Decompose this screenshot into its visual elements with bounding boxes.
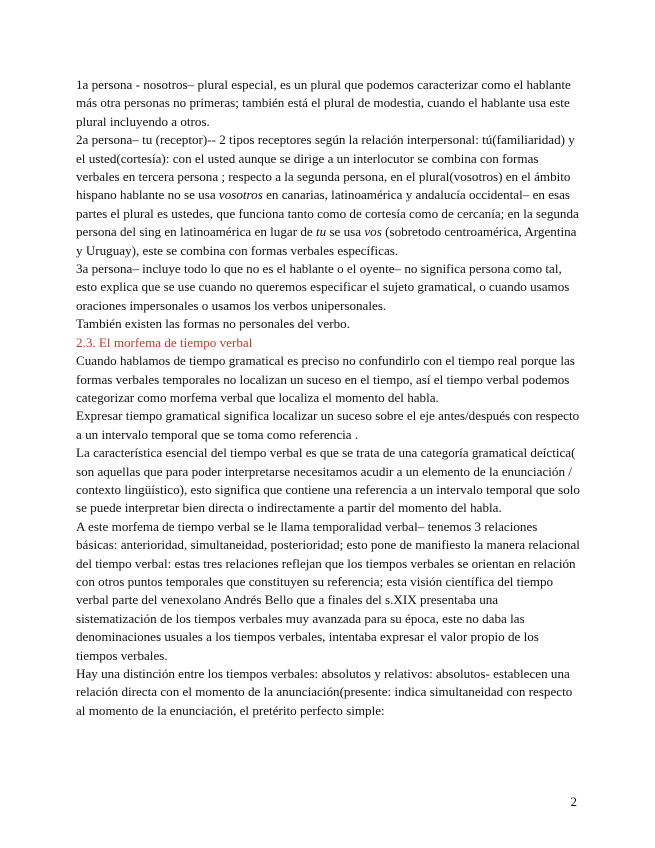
- italic-term-vos: vos: [364, 224, 382, 240]
- text-segment: (sobretodo centroamérica, Argentina y Uruguay), este se combina con formas verbales específicas.: [76, 224, 577, 258]
- paragraph-temporalidad: A este morfema de tiempo verbal se le llama temporalidad verbal– tenemos 3 relaciones básicas: anterioridad, simultaneidad, posterioridad; esto pone de manifiesto la manera relacional del tiempo verbal: estas tres relaciones reflejan que los tiempos verbales se orientan en relación con otros puntos temporales que constituyen su referencia; esta visión científica del tiempo verbal parte del venexolano Andrés Bello que a finales del s.XIX presentaba una sistematización de los tiempos verbales muy avanzada para su época, este no daba las denominaciones usuales a los tiempos verbales, intentaba expresar el valor propio de los tiempos verbales.: [76, 518, 580, 663]
- paragraph-caracteristica: La característica esencial del tiempo verbal es que se trata de una categoría gramatical deíctica( son aquellas que para poder interpretarse necesitamos acudir a un elemento de la enunciación / contexto lingüístico), esto significa que contiene una referencia a un intervalo temporal que solo se puede interpretar bien directa o indirectamente a partir del momento del habla.: [76, 445, 580, 516]
- paragraph-formas-no-personales: También existen las formas no personales del verbo.: [76, 316, 350, 332]
- text-segment: en canarias, latinoamérica y andalucía occidental– en esas partes el plural es ustedes, que funciona tanto como de cortesía como de cercanía; en la segunda persona del sing en latinoamérica en lugar de: [76, 187, 579, 240]
- paragraph-segunda-persona: [76, 131, 581, 260]
- italic-term-vosotros: vosotros: [218, 187, 263, 203]
- section-heading: 2.3. El morfema de tiempo verbal: [76, 334, 253, 350]
- paragraph-distincion: Hay una distinción entre los tiempos verbales: absolutos y relativos: absolutos- establecen una relación directa con el momento de la anunciación(presente: indica simultaneidad con respecto al momento de la enunciación, el pretérito perfecto simple:: [76, 666, 573, 718]
- paragraph-tercera-persona: 3a persona– incluye todo lo que no es el hablante o el oyente– no significa persona como tal, esto explica que se use cuando no queremos especificar el sujeto gramatical, o cuando usamos oraciones impersonales o usamos los verbos unipersonales.: [76, 261, 570, 313]
- paragraph-expresar-tiempo: Expresar tiempo gramatical significa localizar un suceso sobre el eje antes/después con respecto a un intervalo temporal que se toma como referencia .: [76, 408, 580, 442]
- document-body: [76, 76, 581, 720]
- text-segment: 2a persona– tu (receptor)-- 2 tipos receptores según la relación interpersonal: tú(familiaridad) y el usted(cortesía): con el usted aunque se dirige a un interlocutor se combina con formas verbales en tercera persona ; respecto a la segunda persona, en el plural(vosotros) en el ámbito hispano hablante no se usa: [76, 132, 575, 203]
- page-number: 2: [570, 794, 577, 809]
- text-segment: se usa: [329, 224, 362, 240]
- italic-term-tu: tu: [315, 224, 327, 240]
- paragraph-tiempo-gramatical: Cuando hablamos de tiempo gramatical es preciso no confundirlo con el tiempo real porque las formas verbales temporales no localizan un suceso en el tiempo, así el tiempo verbal podemos categorizar como morfema verbal que localiza el momento del habla.: [76, 353, 575, 405]
- paragraph-primera-persona: 1a persona - nosotros– plural especial, es un plural que podemos caracterizar como el hablante más otra personas no primeras; también está el plural de modestia, cuando el hablante usa este plural incluyendo a otros.: [76, 77, 571, 129]
